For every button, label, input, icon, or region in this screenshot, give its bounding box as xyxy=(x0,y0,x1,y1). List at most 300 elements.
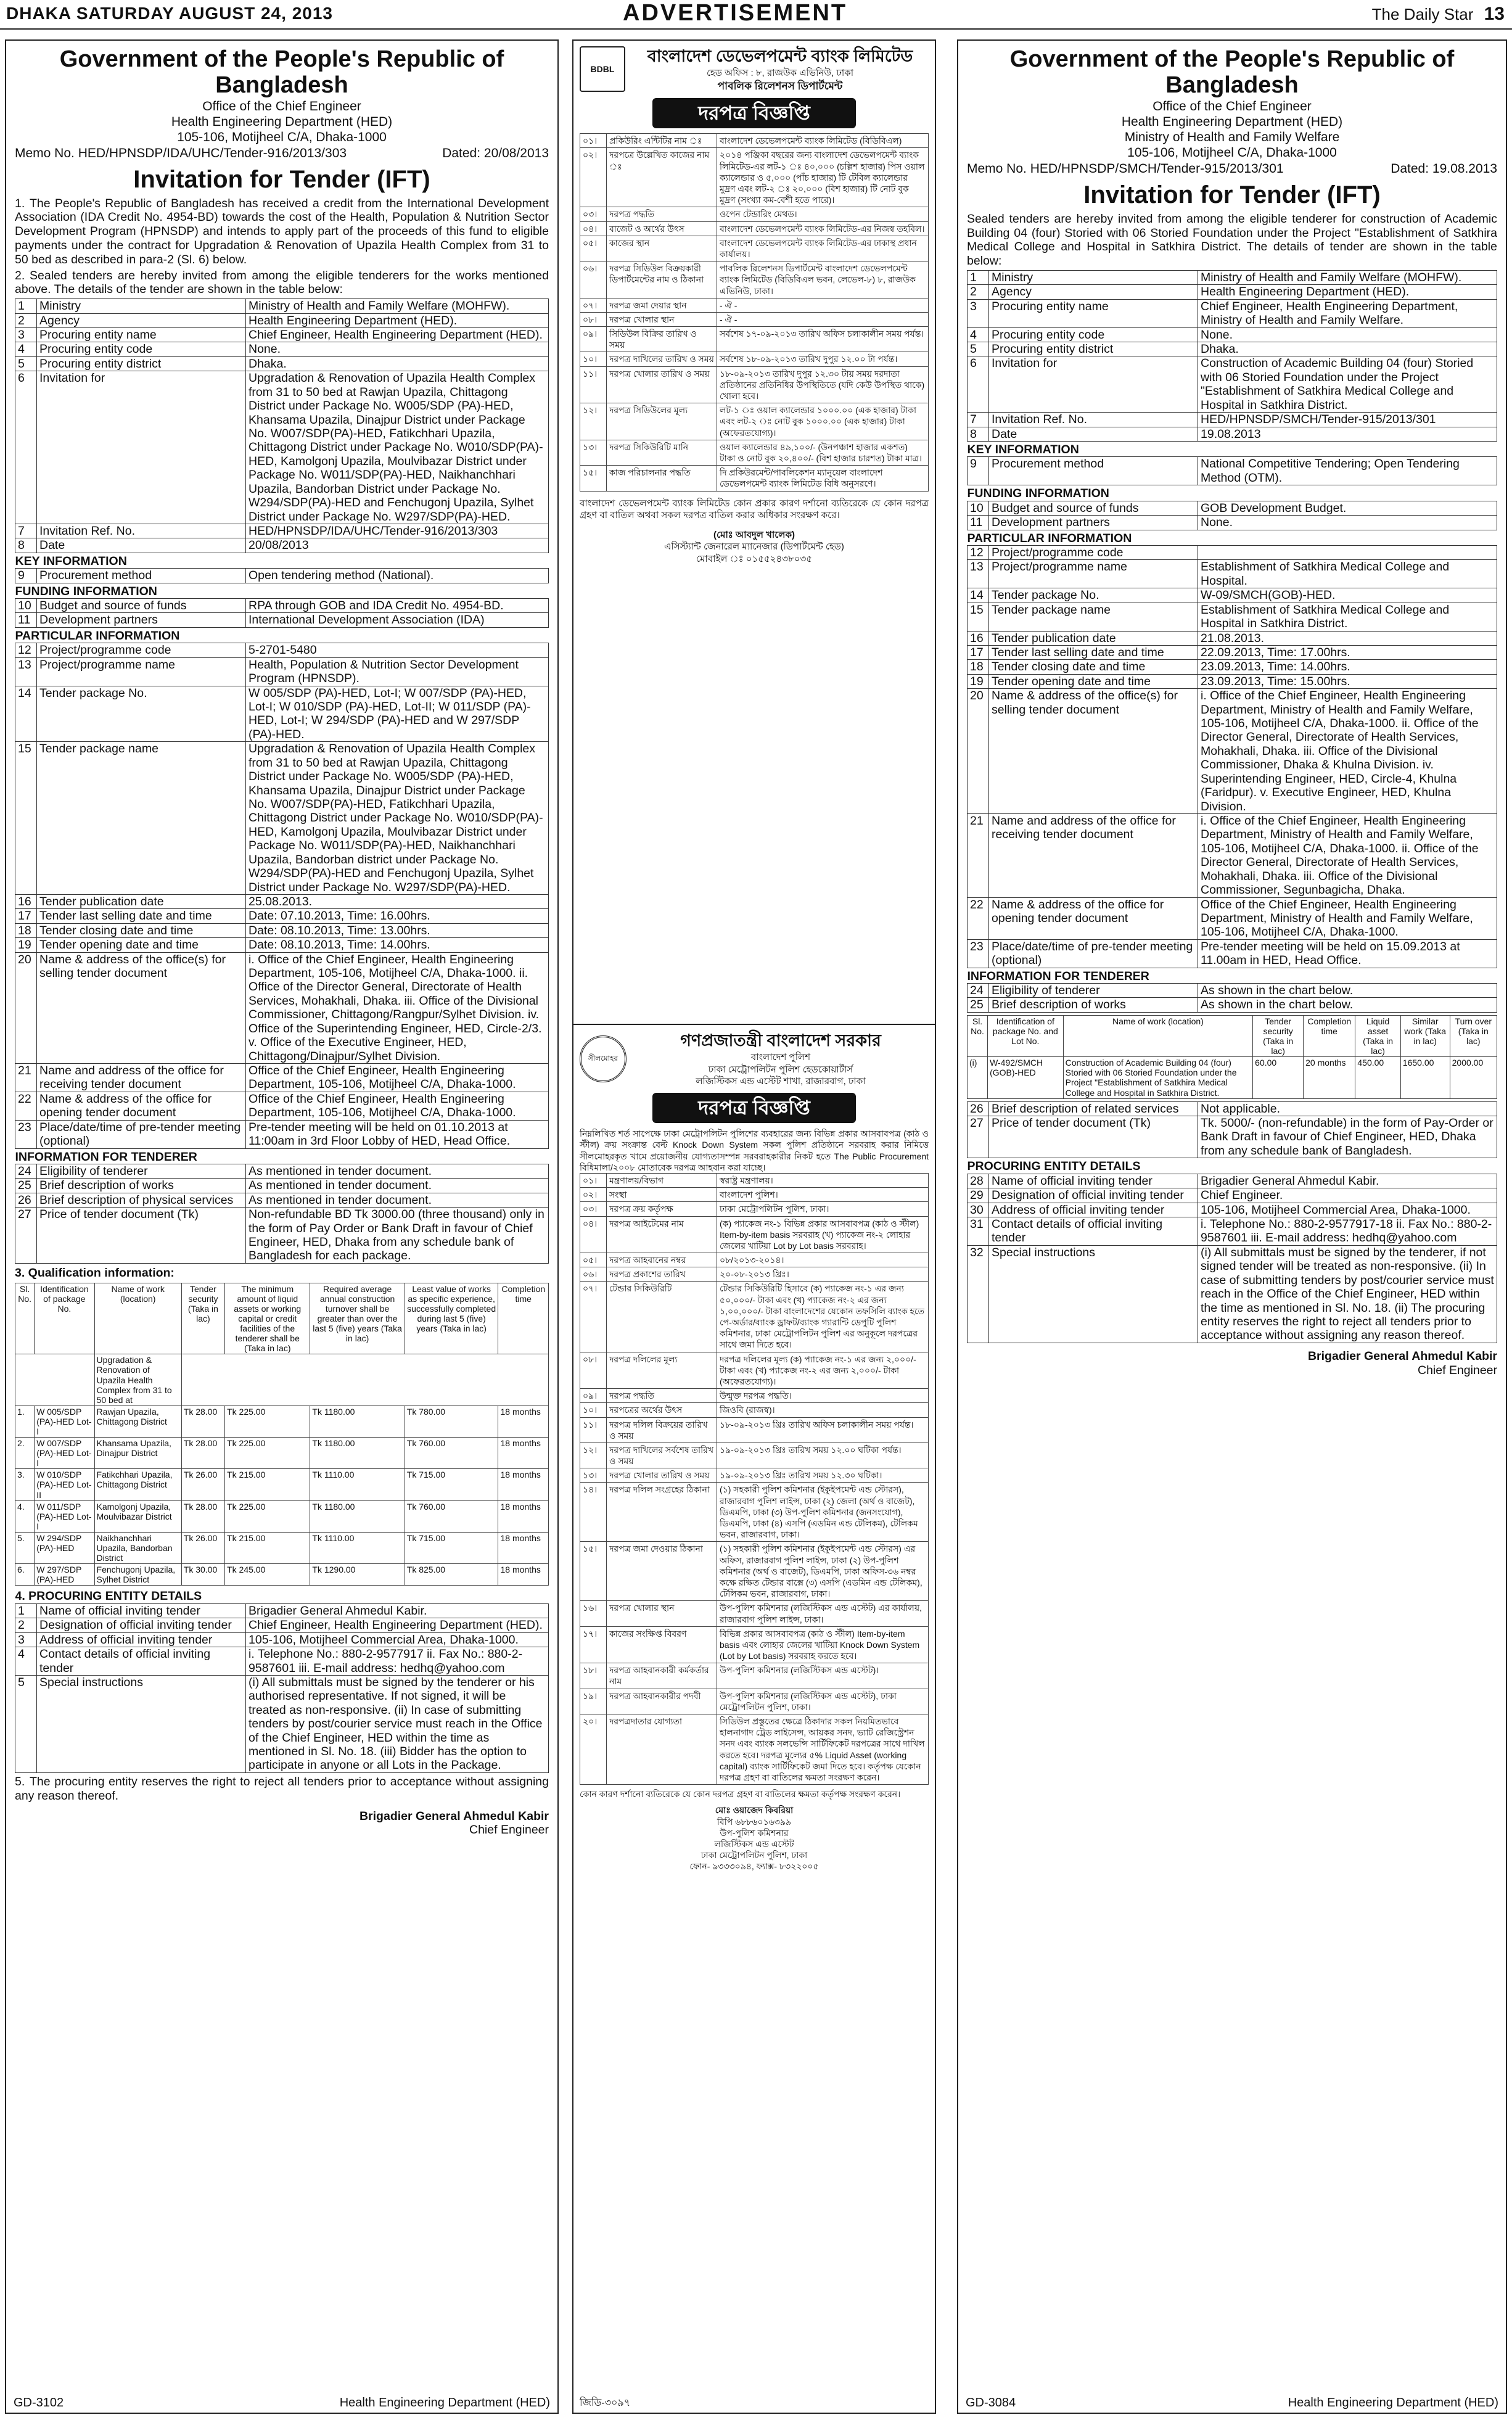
row-number: ১৮। xyxy=(580,1663,607,1689)
row-label: Name and address of the office for receiving tender document xyxy=(989,813,1198,897)
cell: W 011/SDP (PA)-HED Lot-I xyxy=(35,1500,94,1532)
row-label: Eligibility of tenderer xyxy=(989,984,1198,998)
cell: Tk 1290.00 xyxy=(310,1564,405,1586)
procuring-table xyxy=(967,1101,1497,1343)
row-value: As mentioned in tender document. xyxy=(246,1179,549,1193)
cell: W-492/SMCH (GOB)-HED xyxy=(988,1057,1064,1098)
row-value: HED/HPNSDP/IDA/UHC/Tender-916/2013/303 xyxy=(246,524,549,538)
row-number: ১৬। xyxy=(580,1601,607,1626)
row-number: ০৬। xyxy=(580,261,607,298)
row-label: Tender last selling date and time xyxy=(37,909,246,923)
cell: W 010/SDP (PA)-HED Lot-II xyxy=(35,1469,94,1500)
cell: Liquid asset (Taka in lac) xyxy=(1355,1015,1400,1056)
row-number: 13 xyxy=(968,560,989,588)
table-row xyxy=(580,148,929,207)
row-label: দরপত্রের অর্থের উৎস xyxy=(607,1403,717,1417)
row-number: ১১। xyxy=(580,1417,607,1443)
row-label: Price of tender document (Tk) xyxy=(989,1116,1198,1158)
row-number: 10 xyxy=(15,599,37,613)
bank-dept: পাবলিক রিলেশনস ডিপার্টমেন্ট xyxy=(717,80,843,92)
cell: 1. xyxy=(15,1405,35,1437)
row-value: i. Telephone No.: 880-2-9577917 ii. Fax No.: 880-2-9587601 iii. E-mail address: hedhq@yahoo.com xyxy=(246,1647,549,1676)
row-label: Procurement method xyxy=(989,457,1198,485)
table-row xyxy=(15,1208,549,1264)
section-heading: FUNDING INFORMATION xyxy=(967,487,1109,501)
row-label: Procuring entity name xyxy=(37,328,246,342)
row-label: Tender last selling date and time xyxy=(989,645,1198,659)
table-row xyxy=(15,328,549,342)
row-number: 18 xyxy=(968,660,989,674)
cell: Tk 825.00 xyxy=(405,1564,498,1586)
row-value: Date: 07.10.2013, Time: 16.00hrs. xyxy=(246,909,549,923)
row-label: Tender package name xyxy=(37,742,246,895)
table-row xyxy=(580,298,929,312)
table-row xyxy=(15,1469,549,1500)
row-number: 14 xyxy=(15,686,37,742)
row-number: ০৫। xyxy=(580,1253,607,1267)
row-number: 30 xyxy=(968,1203,989,1217)
ad-footer xyxy=(14,2396,550,2410)
row-value: None. xyxy=(1198,327,1497,342)
ad-code: GD-3084 xyxy=(966,2395,1016,2410)
row-number: ১৭। xyxy=(580,1626,607,1663)
row-label: দরপত্র দাখিলের সর্বশেষ তারিখ ও সময় xyxy=(607,1443,717,1468)
table-row xyxy=(968,427,1497,441)
section-heading: PARTICULAR INFORMATION xyxy=(967,531,1132,545)
cell: Tk 28.00 xyxy=(181,1438,224,1469)
cell: Tk 30.00 xyxy=(181,1564,224,1586)
paragraph-1: 1. The People's Republic of Bangladesh has received a credit from the International Development Association (IDA Credit No. 4954-BD) towards the cost of the Health, Population & Nutrition Sector Development Program (HPNSDP) and intends to apply part of the proceeds of this fund to eligible payments under the contract for Upgradation & Renovation of Upazila Health Complex from 31 to 50 bed as described in para-2 (Sl. 6) below. xyxy=(15,196,549,266)
table-row xyxy=(580,1483,929,1542)
cell: Construction of Academic Building 04 (four) Storied with 06 Storied Foundation under the Project "Establishment of Satkhira Medical College and Hospital in Satkhira District. xyxy=(1063,1057,1253,1098)
row-value: বাংলাদেশ ডেভেলপমেন্ট ব্যাংক লিমিটেড (বিডিবিএল) xyxy=(717,134,929,148)
row-value: As mentioned in tender document. xyxy=(246,1164,549,1178)
row-number: ১৫। xyxy=(580,466,607,491)
row-number: 4 xyxy=(15,342,37,356)
cell: 18 months xyxy=(498,1438,549,1469)
table-row xyxy=(968,327,1497,342)
row-label: দরপত্র সিডিউল বিক্রয়কারী ডিপার্টমেন্টের নাম ও ঠিকানা xyxy=(607,261,717,298)
cell: 18 months xyxy=(498,1500,549,1532)
table-row xyxy=(580,207,929,221)
row-label: সংস্থা xyxy=(607,1188,717,1202)
cell: 4. xyxy=(15,1500,35,1532)
row-label: Invitation for xyxy=(989,356,1198,413)
cell: 18 months xyxy=(498,1564,549,1586)
table-row xyxy=(968,689,1497,814)
row-number: ১২। xyxy=(580,1443,607,1468)
row-value: ১৯-০৯-২০১৩ খ্রিঃ তারিখ সময় ১২.০০ ঘটিকা পর্যন্ত। xyxy=(717,1443,929,1468)
row-number: ১৪। xyxy=(580,1483,607,1542)
page-number: 13 xyxy=(1484,4,1505,24)
row-label: Development partners xyxy=(37,613,246,627)
row-number: ০১। xyxy=(580,134,607,148)
row-value: 25.08.2013. xyxy=(246,894,549,908)
table-row xyxy=(968,1203,1497,1217)
row-value: 20/08/2013 xyxy=(246,538,549,553)
cell: Identification of package No. xyxy=(35,1283,94,1354)
row-number: 21 xyxy=(15,1063,37,1092)
row-label: Invitation Ref. No. xyxy=(37,524,246,538)
row-number: 3 xyxy=(15,1632,37,1647)
row-number: 6 xyxy=(15,371,37,524)
table-row xyxy=(968,1217,1497,1246)
police-signature: মোঃ ওয়াজেদ কিবরিয়া বিপি ৬৮৮৬০১৬৩৯৯ উপ-পুলিশ কমিশনার লজিস্টিকস এন্ড এস্টেট ঢাকা মেট্রোপলিটন পুলিশ, ঢাকা ফোন- ৯৩৩৩০৯৪, ফ্যাক্স- ৮৩২২০০৫ xyxy=(689,1805,819,1872)
table-row xyxy=(15,1500,549,1532)
table-row xyxy=(15,524,549,538)
table-row xyxy=(580,261,929,298)
row-value: স্বরাষ্ট্র মন্ত্রণালয়। xyxy=(717,1173,929,1187)
ad-hed-ift-915 xyxy=(957,39,1507,2414)
row-number: 16 xyxy=(968,631,989,645)
table-row xyxy=(968,342,1497,356)
row-number: 7 xyxy=(15,524,37,538)
row-number: ০৭। xyxy=(580,298,607,312)
org-line-1: বাংলাদেশ পুলিশ xyxy=(750,1052,811,1063)
row-label: কাজের সংক্ষিপ্ত বিবরণ xyxy=(607,1626,717,1663)
row-number: ০৩। xyxy=(580,1202,607,1216)
cell: Rawjan Upazila, Chittagong District xyxy=(94,1405,181,1437)
row-label: Procurement method xyxy=(37,569,246,583)
cell: Similar work (Taka in lac) xyxy=(1400,1015,1450,1056)
row-label: Tender closing date and time xyxy=(37,923,246,937)
row-number: ০১। xyxy=(580,1173,607,1187)
row-value: GOB Development Budget. xyxy=(1198,501,1497,515)
row-label: Tender package No. xyxy=(37,686,246,742)
row-value: ২০১৪ পঞ্জিকা বছরের জন্য বাংলাদেশ ডেভেলপমেন্ট ব্যাংক লিমিটেড-এর লট-১ ঃ ৪০,০০০ (চল্লিশ হাজার) পিস ওয়াল ক্যালেন্ডার ও ৫,০০০ (পাঁচ হাজার) টি টেবিল ক্যালেন্ডার মুদ্রণ এবং লট-২ ঃ ২০,০০০ (বিশ হাজার) টি নোট বুক মুদ্রণ (সংখ্যা কম-বেশী হতে পারে)। xyxy=(717,148,929,207)
row-value: As shown in the chart below. xyxy=(1198,998,1497,1012)
row-value: Date: 08.10.2013, Time: 13.00hrs. xyxy=(246,923,549,937)
row-value: Pre-tender meeting will be held on 01.10.2013 at 11:00am in 3rd Floor Lobby of HED, Head Office. xyxy=(246,1120,549,1148)
row-number: ১৩। xyxy=(580,1468,607,1483)
row-number: 4 xyxy=(968,327,989,342)
row-label: Tender closing date and time xyxy=(989,660,1198,674)
row-value: Health Engineering Department (HED). xyxy=(1198,285,1497,299)
table-row xyxy=(580,1216,929,1253)
row-number: 1 xyxy=(15,1603,37,1618)
section-heading: KEY INFORMATION xyxy=(967,443,1079,457)
table-row xyxy=(968,413,1497,427)
govt-seal-icon: সীলমোহর xyxy=(580,1035,627,1082)
cell: Tender security (Taka in lac) xyxy=(181,1283,224,1354)
row-value: Ministry of Health and Family Welfare (MOHFW). xyxy=(246,299,549,313)
cell: Completion time xyxy=(498,1283,549,1354)
paragraph-5: 5. The procuring entity reserves the right to reject all tenders prior to acceptance without assigning any reason thereof. xyxy=(15,1774,549,1803)
row-number: ০৮। xyxy=(580,312,607,326)
row-number: ০২। xyxy=(580,1188,607,1202)
table-row xyxy=(968,457,1497,485)
dateline: DHAKA SATURDAY AUGUST 24, 2013 xyxy=(6,4,333,23)
table-row xyxy=(15,1120,549,1148)
row-label: Name of official inviting tender xyxy=(37,1603,246,1618)
row-value: সর্বশেষ ১৮-০৯-২০১৩ তারিখ দুপুর ১২.০০ টা পর্যন্ত। xyxy=(717,352,929,366)
cell: Tk 26.00 xyxy=(181,1469,224,1500)
row-label: প্রকিউরিং এন্টিটির নাম ঃ xyxy=(607,134,717,148)
row-number: 27 xyxy=(968,1116,989,1158)
table-row xyxy=(968,299,1497,327)
row-label: Brief description of works xyxy=(989,998,1198,1012)
ad-hed-ift-916 xyxy=(5,39,559,2414)
row-label: দরপত্র দলিল সংগ্রহের ঠিকানা xyxy=(607,1483,717,1542)
row-label: Tender publication date xyxy=(989,631,1198,645)
cell: W 005/SDP (PA)-HED Lot-I xyxy=(35,1405,94,1437)
ad-heading: Government of the People's Republic of Bangladesh xyxy=(59,46,504,98)
table-row xyxy=(15,1405,549,1437)
row-number: 20 xyxy=(968,689,989,814)
table-row xyxy=(15,1092,549,1120)
qualification-title: 3. Qualification information: xyxy=(15,1266,175,1280)
row-value: ওপেন টেন্ডারিং মেথড। xyxy=(717,207,929,221)
table-row xyxy=(580,327,929,352)
table-row xyxy=(15,342,549,356)
row-value: 105-106, Motijheel Commercial Area, Dhaka-1000. xyxy=(246,1632,549,1647)
table-row xyxy=(968,1188,1497,1203)
table-row xyxy=(968,660,1497,674)
signature: Brigadier General Ahmedul Kabir Chief Engineer xyxy=(359,1809,549,1837)
row-number: 7 xyxy=(968,413,989,427)
row-value: W-09/SMCH(GOB)-HED. xyxy=(1198,588,1497,603)
eligibility-chart xyxy=(967,1015,1497,1099)
row-value: None. xyxy=(246,342,549,356)
bank-address: হেড অফিস : ৮, রাজউক এভিনিউ, ঢাকা xyxy=(706,68,854,79)
cell: Khansama Upazila, Dinajpur District xyxy=(94,1438,181,1469)
table-row xyxy=(15,1532,549,1563)
cell: Tk 1180.00 xyxy=(310,1438,405,1469)
cell: Tk 225.00 xyxy=(225,1500,310,1532)
row-value: 105-106, Motijheel Commercial Area, Dhaka-1000. xyxy=(1198,1203,1497,1217)
table-row xyxy=(580,403,929,440)
row-value: 23.09.2013, Time: 15.00hrs. xyxy=(1198,674,1497,688)
row-number: 26 xyxy=(968,1101,989,1116)
table-row xyxy=(968,645,1497,659)
cell: Sl. No. xyxy=(15,1283,35,1354)
row-number: 2 xyxy=(15,1618,37,1632)
row-number: 23 xyxy=(15,1120,37,1148)
row-number: 17 xyxy=(15,909,37,923)
procuring-table xyxy=(15,1588,549,1772)
cell: 450.00 xyxy=(1355,1057,1400,1098)
section-heading: 4. PROCURING ENTITY DETAILS xyxy=(15,1589,202,1603)
org-line-2: ঢাকা মেট্রোপলিটন পুলিশ হেডকোয়ার্টার্স xyxy=(708,1064,853,1075)
row-value: বাংলাদেশ পুলিশ। xyxy=(717,1188,929,1202)
cell: Turn over (Taka in lac) xyxy=(1450,1015,1497,1056)
table-row xyxy=(580,1663,929,1689)
row-number: ০৪। xyxy=(580,221,607,236)
row-number: 5 xyxy=(968,342,989,356)
cell: Tk 760.00 xyxy=(405,1500,498,1532)
table-row xyxy=(580,1282,929,1352)
table-row xyxy=(580,1403,929,1417)
table-row xyxy=(968,588,1497,603)
table-row xyxy=(580,352,929,366)
row-number: ১৯। xyxy=(580,1689,607,1714)
row-label: Procuring entity code xyxy=(989,327,1198,342)
table-row xyxy=(580,312,929,326)
cell: Name of work (location) xyxy=(1063,1015,1253,1056)
row-label: Name & address of the office for opening tender document xyxy=(989,897,1198,939)
row-value: দরপত্র দলিলের মূল্য (ক) প্যাকেজ নং-১ এর জন্য ২,০০০/- টাকা এবং (খ) প্যাকেজ নং-২ এর জন্য ২,০০০/- টাকা (অফেরতযোগ্য)। xyxy=(717,1352,929,1389)
row-label: Name & address of the office(s) for selling tender document xyxy=(37,952,246,1063)
row-value: 22.09.2013, Time: 17.00hrs. xyxy=(1198,645,1497,659)
row-number: ২০। xyxy=(580,1714,607,1785)
row-label: দরপত্রদাতার যোগ্যতা xyxy=(607,1714,717,1785)
table-row xyxy=(968,984,1497,998)
table-row xyxy=(15,686,549,742)
row-number: ১২। xyxy=(580,403,607,440)
ad-title: Invitation for Tender (IFT) xyxy=(133,165,430,193)
row-label: Procuring entity district xyxy=(989,342,1198,356)
cell: Tk 26.00 xyxy=(181,1532,224,1563)
cell: Tk 28.00 xyxy=(181,1405,224,1437)
section-heading: INFORMATION FOR TENDERER xyxy=(967,969,1149,983)
row-value: (ক) প্যাকেজ নং-১ বিভিন্ন প্রকার আসবাবপত্র (কাঠ ও স্টীল) Item-by-item basis সরবরাহ (খ) প্যাকেজ নং-২ লোহার জেলের খাটিয়া Lot by Lot basis সরবরাহ। xyxy=(717,1216,929,1253)
cell: Fenchugonj Upazila, Sylhet District xyxy=(94,1564,181,1586)
row-label: Project/programme code xyxy=(989,545,1198,559)
row-label: Name and address of the office for receiving tender document xyxy=(37,1063,246,1092)
row-number: 16 xyxy=(15,894,37,908)
row-number: ১০। xyxy=(580,352,607,366)
cell: Tk 715.00 xyxy=(405,1469,498,1500)
row-value: HED/HPNSDP/SMCH/Tender-915/2013/301 xyxy=(1198,413,1497,427)
row-label: Procuring entity name xyxy=(989,299,1198,327)
page-header xyxy=(0,0,1512,28)
row-number: ০৭। xyxy=(580,1282,607,1352)
row-label: Project/programme name xyxy=(989,560,1198,588)
cell: Tk 1180.00 xyxy=(310,1500,405,1532)
row-number: 15 xyxy=(968,603,989,631)
row-number: 29 xyxy=(968,1188,989,1203)
cell: 1650.00 xyxy=(1400,1057,1450,1098)
row-label: Special instructions xyxy=(989,1245,1198,1343)
cell: 2000.00 xyxy=(1450,1057,1497,1098)
row-label: Project/programme code xyxy=(37,643,246,657)
row-number: 6 xyxy=(968,356,989,413)
row-label: Tender package No. xyxy=(989,588,1198,603)
ad-heading: Government of the People's Republic of Bangladesh xyxy=(1009,46,1455,98)
table-row xyxy=(968,1174,1497,1188)
row-value: Establishment of Satkhira Medical College and Hospital. xyxy=(1198,560,1497,588)
row-value: Construction of Academic Building 04 (four) Storied with 06 Storied Foundation under the Project "Establishment of Satkhira Medical College and Hospital in Satkhira District. xyxy=(1198,356,1497,413)
row-number: ০৩। xyxy=(580,207,607,221)
cell: Least value of works as specific experience, successfully completed during last 5 (five) years (Taka in lac) xyxy=(405,1283,498,1354)
row-value: 21.08.2013. xyxy=(1198,631,1497,645)
cell: Tk 225.00 xyxy=(225,1405,310,1437)
row-label: Development partners xyxy=(989,516,1198,530)
row-label: Invitation for xyxy=(37,371,246,524)
row-label: Address of official inviting tender xyxy=(37,1632,246,1647)
cell: Tk 215.00 xyxy=(225,1469,310,1500)
bank-tender-table xyxy=(580,133,929,491)
cell: 18 months xyxy=(498,1469,549,1500)
row-label: Brief description of works xyxy=(37,1179,246,1193)
row-value: ২০-০৮-২০১৩ খ্রিঃ। xyxy=(717,1267,929,1282)
memo-date: Dated: 20/08/2013 xyxy=(442,146,549,161)
cell: 18 months xyxy=(498,1532,549,1563)
table-row xyxy=(15,356,549,371)
table-row xyxy=(968,545,1497,559)
row-value: Health, Population & Nutrition Sector Development Program (HPNSDP). xyxy=(246,657,549,686)
row-number: 11 xyxy=(968,516,989,530)
row-value: উন্মুক্ত দরপত্র পদ্ধতি। xyxy=(717,1389,929,1403)
table-row xyxy=(968,356,1497,413)
row-number: 8 xyxy=(15,538,37,553)
row-number: ০৮। xyxy=(580,1352,607,1389)
bdbl-logo: BDBL xyxy=(580,46,625,92)
row-label: দরপত্র খোলার তারিখ ও সময় xyxy=(607,366,717,403)
row-label: Budget and source of funds xyxy=(989,501,1198,515)
row-number: 26 xyxy=(15,1193,37,1207)
row-value: Chief Engineer, Health Engineering Department (HED). xyxy=(246,328,549,342)
row-label: দরপত্র আহবানকারী কর্মকর্তার নাম xyxy=(607,1663,717,1689)
row-label: Address of official inviting tender xyxy=(989,1203,1198,1217)
row-label: Date xyxy=(37,538,246,553)
cell: Tk 1180.00 xyxy=(310,1405,405,1437)
row-value: বাংলাদেশ ডেভেলপমেন্ট ব্যাংক লিমিটেড-এর নিজস্ব তহবিল। xyxy=(717,221,929,236)
row-number: 22 xyxy=(15,1092,37,1120)
cell: 2. xyxy=(15,1438,35,1469)
row-number: 18 xyxy=(15,923,37,937)
department-sign: Health Engineering Department (HED) xyxy=(1288,2395,1498,2410)
department-sign: Health Engineering Department (HED) xyxy=(339,2395,550,2410)
row-label: Ministry xyxy=(37,299,246,313)
row-label: দরপত্র জমা দেওয়ার ঠিকানা xyxy=(607,1542,717,1601)
table-row xyxy=(580,1689,929,1714)
ad-code: জিডি-৩০৯৭ xyxy=(580,2398,631,2409)
table-row xyxy=(968,1116,1497,1158)
row-value: সিডিউল প্রস্তুতের ক্ষেত্রে ঠিকাদার সকল নিয়মিতভাবে হালনাগাদ ট্রেড লাইসেন্স, আয়কর সনদ, ভ্যাট রেজিস্ট্রেশন সনদ এবং ব্যাংক সলভেন্সি সার্টিফিকেট দরপত্রের সাথে দাখিল করতে হবে। দরপত্র মূল্যের ৫% Liquid Asset (working capital) ব্যাংক সার্টিফিকেট জমা দিতে হবে। কর্তৃপক্ষ যেকোন দরপত্র গ্রহণ বা বাতিলের ক্ষমতা সংরক্ষণ করেন। xyxy=(717,1714,929,1785)
table-row xyxy=(968,603,1497,631)
bank-name: বাংলাদেশ ডেভেলপমেন্ট ব্যাংক লিমিটেড xyxy=(647,47,913,65)
table-row xyxy=(15,1179,549,1193)
table-row xyxy=(15,1618,549,1632)
row-value: i. Office of the Chief Engineer, Health Engineering Department, 105-106, Motijheel C/A, Dhaka-1000. ii. Office of the Director General, Directorate of Health Services, Mohakhali, Dhaka. iii. Office of the Divisional Commissioner, Chittagong/Rangpur/Sylhet Division. iv. Office of the Superintending Engineer, HED, Circle-2/3. v. Office of the Executive Engineer, HED, Chittagong/Dinajpur/Sylhet Division. xyxy=(246,952,549,1063)
row-label: Date xyxy=(989,427,1198,441)
row-number: 5 xyxy=(15,356,37,371)
cell: Tk 760.00 xyxy=(405,1438,498,1469)
row-number: ০২। xyxy=(580,148,607,207)
cell: Tk 28.00 xyxy=(181,1500,224,1532)
ad-dmp-tender xyxy=(572,1024,936,2414)
row-number: 2 xyxy=(15,313,37,327)
table-row xyxy=(15,643,549,657)
row-value: Chief Engineer, Health Engineering Department (HED). xyxy=(246,1618,549,1632)
table-row xyxy=(580,1601,929,1626)
row-label: Place/date/time of pre-tender meeting (optional) xyxy=(989,939,1198,968)
ministry: Ministry of Health and Family Welfare xyxy=(1124,130,1340,144)
section-heading: FUNDING INFORMATION xyxy=(15,584,157,598)
row-label: সিডিউল বিক্রির তারিখ ও সময় xyxy=(607,327,717,352)
row-value: (১) সহকারী পুলিশ কমিশনার (ইকুইপমেন্ট এন্ড স্টোরস) এর অফিস, রাজারবাগ পুলিশ লাইন্স, ঢাকা (২) উপ-পুলিশ কমিশনার (অর্থ ও বাজেট), ডিএমপি, ঢাকা অফিস-৩৬ নম্বর কক্ষে রক্ষিত টেন্ডার বাক্সে (৩) এসপি (এডমিন এন্ড টেলিকম), টেলিকম ভবন, রাজারবাগ, ঢাকা। xyxy=(717,1542,929,1601)
row-value: ১৮-০৯-২০১৩ তারিখ দুপুর ১২.৩০ টায় সময় দরদাতা প্রতিষ্ঠানের প্রতিনিধির উপস্থিতিতে (যদি কেউ উপস্থিত থাকে) খোলা হবে। xyxy=(717,366,929,403)
row-value: Brigadier General Ahmedul Kabir. xyxy=(246,1603,549,1618)
table-row xyxy=(15,299,549,313)
row-number: 10 xyxy=(968,501,989,515)
notice-banner: দরপত্র বিজ্ঞপ্তি xyxy=(652,98,856,129)
table-row xyxy=(968,674,1497,688)
office: Office of the Chief Engineer xyxy=(1152,99,1312,113)
cell: W 007/SDP (PA)-HED Lot-I xyxy=(35,1438,94,1469)
cell: Tk 245.00 xyxy=(225,1564,310,1586)
govt-name: গণপ্রজাতন্ত্রী বাংলাদেশ সরকার xyxy=(680,1031,881,1050)
row-value: ঢাকা মেট্রোপলিটন পুলিশ, ঢাকা। xyxy=(717,1202,929,1216)
table-row xyxy=(968,939,1497,968)
row-number: ০৪। xyxy=(580,1216,607,1253)
row-label: দরপত্র দলিলের মূল্য xyxy=(607,1352,717,1389)
row-number: 28 xyxy=(968,1174,989,1188)
police-intro: নিম্নলিখিত শর্ত সাপেক্ষে ঢাকা মেট্রোপলিটন পুলিশের ব্যবহারের জন্য বিভিন্ন প্রকার আসবাবপত্র (কাঠ ও স্টীল) ক্রয় সংক্রান্ত বেল্ট Knock Down System সকল পুলিশ প্রতিষ্ঠানে সরবরাহ করার নিমিত্তে সীলমোহরকৃত খামে প্রয়োজনীয় যোগ্যতাসম্পন্ন সরবরাহকারীর নিকট হতে The Public Procurement বিধিমালা/২০০৮ মোতাবেক দরপত্র আহবান করা যাচ্ছে। xyxy=(580,1129,929,1172)
address: 105-106, Motijheel C/A, Dhaka-1000 xyxy=(1127,146,1337,160)
row-label: দরপত্র প্রকাশের তারিখ xyxy=(607,1267,717,1282)
